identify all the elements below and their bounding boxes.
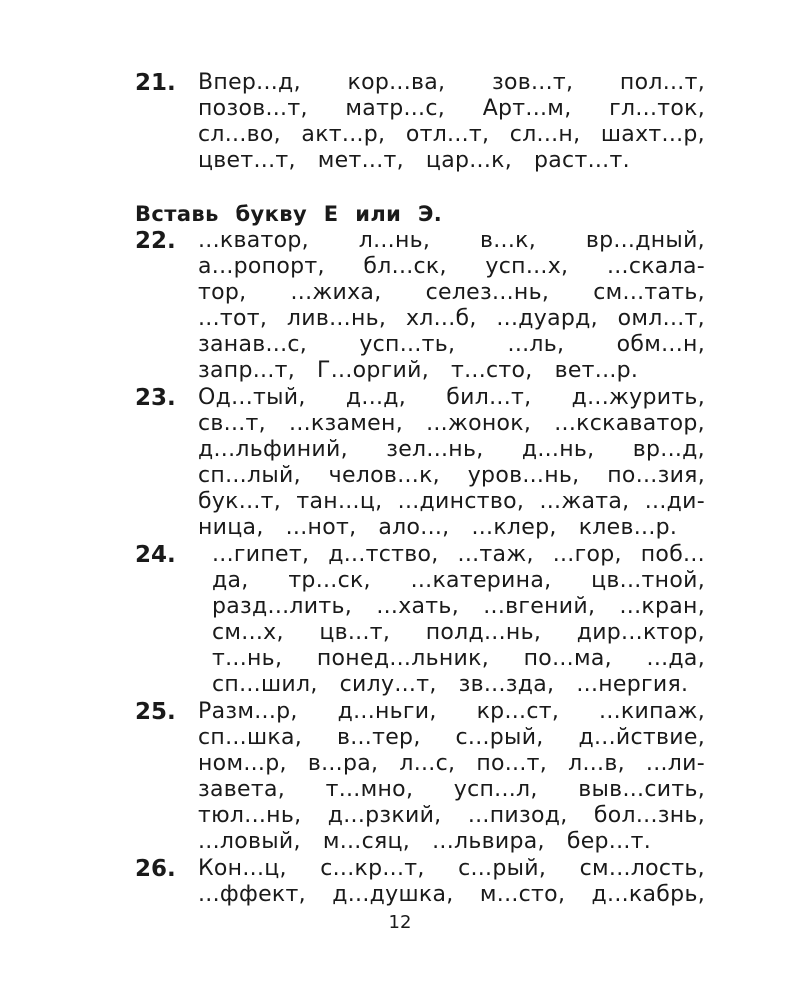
word: хл...б,	[405, 306, 477, 331]
word: ...ль,	[507, 332, 565, 357]
word: ...ди-	[644, 489, 705, 514]
word: ном...р,	[198, 751, 287, 776]
text-line	[198, 699, 705, 725]
word: ...гипет,	[212, 542, 310, 567]
word: ...тот,	[198, 306, 268, 331]
word: акт...р,	[301, 122, 386, 147]
exercise-text	[198, 228, 705, 384]
word: отл...т,	[405, 122, 490, 147]
exercise-text	[198, 385, 705, 541]
word: позов...т,	[198, 96, 308, 121]
word: см...х,	[212, 620, 284, 645]
word: зов...т,	[491, 70, 574, 95]
word: тор,	[198, 280, 247, 305]
text-line	[198, 228, 705, 254]
word: ...катерина,	[410, 568, 552, 593]
word: д...ньги,	[337, 699, 437, 724]
word: ...жата,	[539, 489, 630, 514]
word: с...рый,	[458, 856, 547, 881]
text-line	[198, 385, 705, 411]
text-line	[212, 568, 705, 594]
word: ...гор,	[552, 542, 622, 567]
word: сп...шил,	[212, 672, 318, 697]
word: т...сто,	[451, 358, 533, 383]
word: цар...к,	[425, 148, 513, 173]
word: ...дуард,	[496, 306, 598, 331]
word: раст...т.	[534, 148, 630, 173]
exercise-text	[198, 856, 705, 908]
word: клев...р.	[578, 515, 678, 540]
word: Кон...ц,	[198, 856, 287, 881]
word: кор...ва,	[347, 70, 446, 95]
word: ...жонок,	[426, 411, 532, 436]
text-line	[198, 411, 705, 437]
word: дир...ктор,	[576, 620, 705, 645]
word: с...кр...т,	[320, 856, 425, 881]
text-line	[198, 96, 705, 122]
word: ...хать,	[376, 594, 459, 619]
word: бук...т,	[198, 489, 282, 514]
word: тр...ск,	[288, 568, 371, 593]
word: Арт...м,	[482, 96, 572, 121]
word: ...скала-	[606, 254, 705, 279]
word: ...клер,	[471, 515, 557, 540]
word: лив...нь,	[286, 306, 387, 331]
text-line	[198, 463, 705, 489]
section-heading: Вставь букву Е или Э.	[135, 202, 443, 226]
text-line	[198, 777, 705, 803]
word: м...сто,	[479, 882, 566, 907]
word: бол...знь,	[593, 803, 705, 828]
word: л...с,	[399, 751, 456, 776]
word: ало...,	[378, 515, 450, 540]
word: д...д,	[345, 385, 407, 410]
word: д...рзкий,	[327, 803, 442, 828]
word: кр...ст,	[476, 699, 560, 724]
word: по...ма,	[523, 646, 612, 671]
word: Разм...р,	[198, 699, 298, 724]
word: полд...нь,	[425, 620, 542, 645]
text-line	[212, 542, 705, 568]
text-line	[198, 437, 705, 463]
exercise-number: 24.	[135, 542, 176, 568]
text-line	[198, 882, 705, 908]
exercise-number: 25.	[135, 699, 176, 725]
word: цв...т,	[319, 620, 391, 645]
word: в...тер,	[336, 725, 421, 750]
word: ...ловый,	[198, 829, 301, 854]
exercise-number: 22.	[135, 228, 176, 254]
word: селез...нь,	[425, 280, 550, 305]
text-line	[198, 254, 705, 280]
word: ...динство,	[397, 489, 525, 514]
word: гл...ток,	[609, 96, 705, 121]
text-line	[212, 620, 705, 646]
word: поб...	[640, 542, 705, 567]
word: д...йствие,	[578, 725, 705, 750]
word: св...т,	[198, 411, 266, 436]
text-line	[198, 489, 705, 515]
word: см...тать,	[593, 280, 705, 305]
word: д...душка,	[332, 882, 454, 907]
text-line	[198, 70, 705, 96]
word: матр...с,	[345, 96, 446, 121]
word: зв...зда,	[458, 672, 555, 697]
exercise-text	[198, 542, 705, 698]
text-line	[212, 672, 705, 698]
word: ...кзамен,	[289, 411, 403, 436]
word: по...зия,	[607, 463, 705, 488]
text-line	[198, 332, 705, 358]
word: обм...н,	[616, 332, 705, 357]
word: разд...лить,	[212, 594, 353, 619]
page-number: 12	[388, 912, 412, 933]
word: тан...ц,	[296, 489, 383, 514]
word: в...ра,	[307, 751, 379, 776]
word: с...рый,	[455, 725, 544, 750]
word: пол...т,	[619, 70, 705, 95]
word: д...кабрь,	[591, 882, 705, 907]
word: ...пизод,	[467, 803, 568, 828]
word: понед...льник,	[316, 646, 490, 671]
word: ...вгений,	[483, 594, 596, 619]
text-line	[198, 515, 705, 541]
word: ница,	[198, 515, 264, 540]
word: ...львира,	[432, 829, 545, 854]
word: в...к,	[480, 228, 537, 253]
word: тюл...нь,	[198, 803, 302, 828]
word: бер...т.	[566, 829, 652, 854]
word: л...в,	[568, 751, 625, 776]
word: шахт...р,	[600, 122, 705, 147]
word: завета,	[198, 777, 286, 802]
word: сп...лый,	[198, 463, 301, 488]
word: д...журить,	[571, 385, 705, 410]
exercise-number: 21.	[135, 70, 176, 96]
word: ...кран,	[619, 594, 705, 619]
word: ...кскаватор,	[554, 411, 705, 436]
word: т...нь,	[212, 646, 283, 671]
exercise-text	[198, 70, 705, 174]
text-line	[212, 646, 705, 672]
word: д...льфиний,	[198, 437, 348, 462]
word: занав...с,	[198, 332, 308, 357]
word: бил...т,	[446, 385, 532, 410]
word: ...ффект,	[198, 882, 306, 907]
word: ...таж,	[457, 542, 534, 567]
exercise-number: 26.	[135, 856, 176, 882]
word: Впер...д,	[198, 70, 301, 95]
text-line	[198, 856, 705, 882]
word: омл...т,	[617, 306, 705, 331]
word: ...жиха,	[290, 280, 382, 305]
word: сп...шка,	[198, 725, 303, 750]
text-line	[198, 751, 705, 777]
word: усп...л,	[453, 777, 538, 802]
word: зел...нь,	[386, 437, 484, 462]
word: цв...тной,	[591, 568, 705, 593]
word: усп...х,	[485, 254, 569, 279]
text-line	[198, 122, 705, 148]
word: вр...дный,	[585, 228, 705, 253]
text-line	[198, 306, 705, 332]
word: а...ропорт,	[198, 254, 325, 279]
text-line	[198, 358, 705, 384]
word: по...т,	[476, 751, 548, 776]
word: ...нот,	[285, 515, 357, 540]
exercise-number: 23.	[135, 385, 176, 411]
word: выв...сить,	[578, 777, 705, 802]
word: силу...т,	[339, 672, 437, 697]
text-line	[198, 148, 705, 174]
text-line	[198, 280, 705, 306]
word: л...нь,	[358, 228, 431, 253]
word: мет...т,	[317, 148, 404, 173]
word: челов...к,	[328, 463, 440, 488]
word: ...кватор,	[198, 228, 309, 253]
word: ...ли-	[645, 751, 705, 776]
word: ...нергия.	[576, 672, 689, 697]
word: запр...т,	[198, 358, 296, 383]
word: д...тство,	[328, 542, 439, 567]
word: Од...тый,	[198, 385, 306, 410]
word: Г...оргий,	[317, 358, 429, 383]
word: сл...н,	[509, 122, 581, 147]
word: см...лость,	[579, 856, 705, 881]
exercise-text	[198, 699, 705, 855]
word: ...да,	[646, 646, 705, 671]
word: сл...во,	[198, 122, 281, 147]
word: м...сяц,	[322, 829, 411, 854]
word: вет...р.	[554, 358, 639, 383]
word: ...кипаж,	[599, 699, 705, 724]
text-line	[198, 725, 705, 751]
text-line	[212, 594, 705, 620]
word: уров...нь,	[467, 463, 580, 488]
word: вр...д,	[632, 437, 705, 462]
word: усп...ть,	[359, 332, 456, 357]
word: д...нь,	[521, 437, 595, 462]
text-line	[198, 829, 705, 855]
text-line	[198, 803, 705, 829]
word: т...мно,	[325, 777, 414, 802]
word: бл...ск,	[363, 254, 447, 279]
word: цвет...т,	[198, 148, 296, 173]
word: да,	[212, 568, 249, 593]
